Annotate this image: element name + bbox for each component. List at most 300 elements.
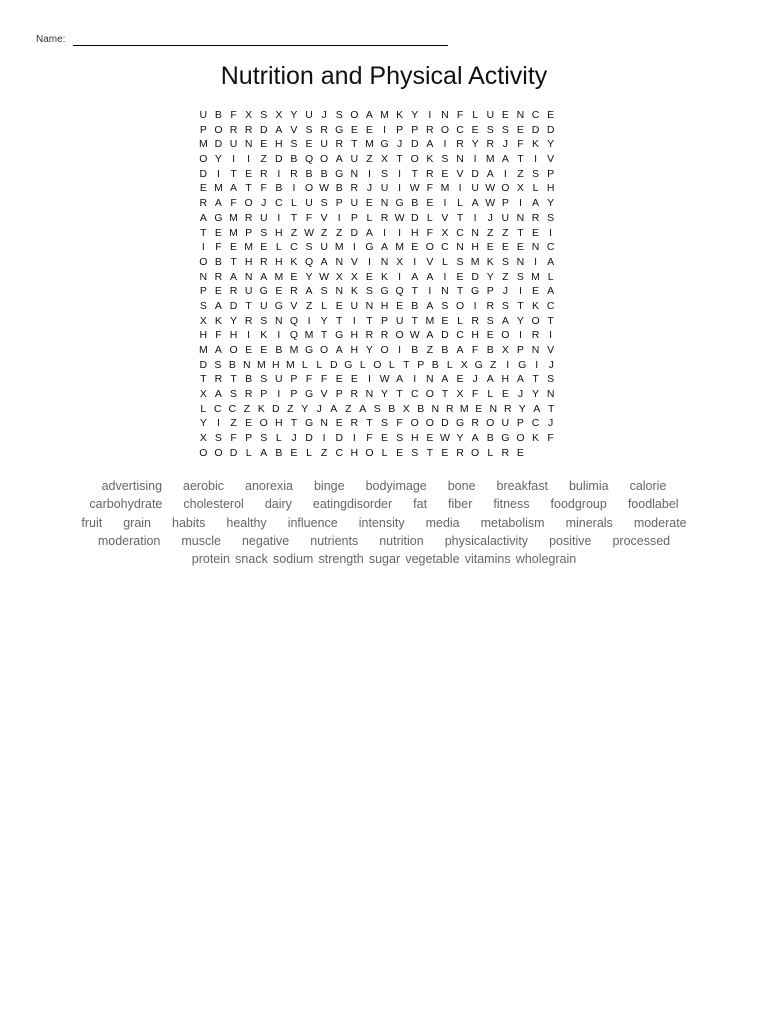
grid-letter[interactable]: Q — [304, 153, 314, 166]
grid-letter[interactable]: A — [426, 329, 434, 342]
grid-letter[interactable]: O — [320, 153, 329, 166]
grid-letter[interactable]: Z — [490, 358, 497, 371]
grid-letter[interactable]: R — [531, 211, 540, 224]
grid-letter[interactable]: M — [485, 153, 495, 166]
grid-letter[interactable]: B — [214, 109, 222, 121]
grid-letter[interactable]: T — [517, 226, 524, 239]
grid-letter[interactable]: N — [531, 241, 540, 254]
grid-letter[interactable]: S — [547, 211, 555, 224]
grid-letter[interactable]: C — [214, 402, 222, 415]
grid-letter[interactable]: W — [379, 373, 390, 386]
grid-letter[interactable]: R — [244, 388, 253, 401]
grid-letter[interactable]: R — [350, 388, 359, 401]
grid-letter[interactable]: Z — [230, 417, 237, 430]
grid-letter[interactable]: E — [441, 167, 449, 180]
grid-letter[interactable]: E — [230, 241, 238, 254]
grid-letter[interactable]: D — [350, 226, 359, 239]
grid-letter[interactable]: M — [425, 314, 435, 327]
grid-letter[interactable]: V — [441, 211, 449, 224]
grid-letter[interactable]: S — [260, 226, 268, 239]
grid-letter[interactable]: Z — [366, 153, 373, 166]
grid-letter[interactable]: G — [304, 417, 314, 430]
grid-letter[interactable]: Z — [487, 226, 494, 239]
grid-letter[interactable]: B — [486, 344, 494, 356]
grid-letter[interactable]: R — [456, 138, 464, 151]
grid-letter[interactable]: I — [277, 329, 281, 342]
grid-letter[interactable]: E — [486, 329, 494, 342]
grid-letter[interactable]: J — [397, 138, 403, 151]
grid-letter[interactable]: H — [275, 417, 283, 430]
grid-letter[interactable]: A — [365, 109, 373, 121]
grid-letter[interactable]: I — [506, 358, 510, 371]
grid-letter[interactable]: D — [214, 138, 223, 151]
grid-letter[interactable]: A — [532, 197, 540, 210]
grid-letter[interactable]: I — [473, 211, 477, 224]
grid-letter[interactable]: I — [292, 182, 296, 195]
grid-letter[interactable]: E — [516, 241, 524, 254]
grid-letter[interactable]: R — [365, 329, 374, 342]
grid-letter[interactable]: S — [214, 432, 222, 445]
grid-letter[interactable]: N — [516, 211, 525, 224]
grid-letter[interactable]: N — [516, 109, 525, 121]
grid-letter[interactable]: R — [380, 211, 389, 224]
grid-letter[interactable]: E — [411, 241, 419, 254]
grid-letter[interactable]: J — [502, 138, 508, 151]
grid-letter[interactable]: A — [456, 344, 464, 356]
grid-letter[interactable]: R — [229, 285, 238, 298]
grid-letter[interactable]: K — [426, 153, 434, 166]
grid-letter[interactable]: G — [395, 197, 404, 210]
grid-letter[interactable]: S — [501, 123, 509, 136]
grid-letter[interactable]: E — [475, 402, 483, 415]
grid-letter[interactable]: U — [501, 417, 510, 430]
grid-letter[interactable]: L — [457, 314, 463, 327]
grid-letter[interactable]: L — [245, 446, 252, 459]
grid-letter[interactable]: N — [380, 197, 389, 210]
grid-letter[interactable]: D — [441, 417, 449, 430]
grid-letter[interactable]: A — [501, 314, 509, 327]
grid-letter[interactable]: P — [290, 388, 298, 401]
grid-letter[interactable]: A — [335, 153, 343, 166]
grid-letter[interactable]: I — [352, 314, 356, 327]
grid-letter[interactable]: I — [535, 358, 539, 371]
grid-letter[interactable]: A — [426, 270, 434, 283]
grid-letter[interactable]: U — [229, 138, 238, 151]
grid-letter[interactable]: R — [290, 167, 298, 180]
grid-letter[interactable]: F — [215, 329, 222, 342]
grid-letter[interactable]: J — [502, 285, 508, 298]
grid-letter[interactable]: Y — [518, 402, 526, 415]
grid-letter[interactable]: A — [441, 373, 449, 386]
grid-letter[interactable]: Q — [289, 314, 299, 327]
grid-letter[interactable]: G — [304, 388, 314, 401]
grid-letter[interactable]: Q — [395, 285, 404, 298]
grid-letter[interactable]: N — [426, 373, 434, 386]
grid-letter[interactable]: T — [290, 211, 298, 224]
grid-letter[interactable]: I — [216, 167, 220, 180]
grid-letter[interactable]: I — [473, 299, 477, 312]
grid-letter[interactable]: F — [366, 432, 373, 445]
grid-letter[interactable]: S — [501, 299, 509, 312]
grid-letter[interactable]: D — [330, 358, 338, 371]
grid-letter[interactable]: K — [260, 329, 268, 342]
grid-letter[interactable]: A — [471, 432, 479, 445]
grid-letter[interactable]: U — [305, 109, 313, 121]
grid-letter[interactable]: S — [411, 446, 419, 459]
grid-letter[interactable]: W — [439, 432, 450, 445]
grid-letter[interactable]: R — [380, 329, 389, 342]
grid-letter[interactable]: N — [335, 255, 344, 268]
grid-letter[interactable]: K — [350, 285, 358, 298]
grid-letter[interactable]: G — [214, 211, 223, 224]
grid-letter[interactable]: T — [441, 388, 449, 401]
grid-letter[interactable]: N — [350, 167, 359, 180]
grid-letter[interactable]: R — [350, 182, 359, 195]
grid-letter[interactable]: N — [199, 270, 208, 283]
grid-letter[interactable]: P — [547, 167, 555, 180]
grid-letter[interactable]: I — [322, 432, 326, 445]
grid-letter[interactable]: E — [456, 373, 464, 386]
grid-letter[interactable]: R — [471, 314, 479, 327]
grid-letter[interactable]: M — [198, 344, 208, 356]
grid-letter[interactable]: N — [365, 299, 374, 312]
grid-letter[interactable]: R — [199, 197, 208, 210]
grid-letter[interactable]: F — [305, 373, 313, 386]
grid-letter[interactable]: C — [546, 299, 555, 312]
grid-letter[interactable]: H — [199, 329, 208, 342]
grid-letter[interactable]: V — [290, 299, 298, 312]
grid-letter[interactable]: O — [471, 446, 480, 459]
grid-letter[interactable]: C — [456, 123, 464, 136]
grid-letter[interactable]: T — [456, 211, 464, 224]
grid-letter[interactable]: W — [319, 182, 330, 195]
grid-letter[interactable]: H — [275, 226, 283, 239]
grid-letter[interactable]: U — [320, 241, 328, 254]
grid-letter[interactable]: F — [230, 109, 237, 121]
grid-letter[interactable]: I — [201, 241, 205, 254]
grid-letter[interactable]: G — [335, 123, 344, 136]
grid-letter[interactable]: T — [290, 417, 298, 430]
grid-letter[interactable]: O — [365, 446, 374, 459]
grid-letter[interactable]: L — [487, 388, 494, 401]
grid-letter[interactable]: X — [516, 182, 524, 195]
grid-letter[interactable]: K — [381, 270, 389, 283]
grid-letter[interactable]: M — [229, 211, 238, 224]
grid-letter[interactable]: T — [517, 153, 524, 166]
grid-letter[interactable]: J — [321, 109, 327, 121]
grid-letter[interactable]: I — [367, 373, 371, 386]
grid-letter[interactable]: C — [275, 197, 283, 210]
grid-letter[interactable]: E — [441, 314, 449, 327]
grid-letter[interactable]: S — [516, 270, 524, 283]
grid-letter[interactable]: T — [548, 402, 555, 415]
grid-letter[interactable]: Y — [305, 270, 313, 283]
grid-letter[interactable]: H — [272, 358, 280, 371]
grid-letter[interactable]: I — [518, 329, 522, 342]
grid-letter[interactable]: I — [413, 255, 417, 268]
grid-letter[interactable]: V — [290, 123, 298, 136]
grid-letter[interactable]: B — [431, 358, 439, 371]
grid-letter[interactable]: I — [277, 388, 281, 401]
grid-letter[interactable]: O — [501, 182, 510, 195]
grid-letter[interactable]: A — [199, 211, 207, 224]
grid-letter[interactable]: U — [320, 138, 328, 151]
grid-letter[interactable]: E — [275, 285, 283, 298]
grid-letter[interactable]: B — [275, 344, 283, 356]
grid-letter[interactable]: B — [290, 153, 298, 166]
grid-letter[interactable]: O — [229, 344, 238, 356]
grid-letter[interactable]: N — [516, 255, 525, 268]
grid-letter[interactable]: M — [214, 182, 223, 195]
grid-letter[interactable]: L — [301, 358, 308, 371]
grid-letter[interactable]: X — [501, 344, 509, 356]
grid-letter[interactable]: C — [456, 329, 464, 342]
grid-letter[interactable]: V — [547, 153, 555, 166]
grid-letter[interactable]: M — [365, 138, 374, 151]
grid-letter[interactable]: E — [260, 241, 268, 254]
grid-letter[interactable]: J — [517, 388, 524, 401]
grid-letter[interactable]: E — [214, 285, 222, 298]
grid-letter[interactable]: E — [501, 109, 509, 121]
grid-letter[interactable]: F — [260, 182, 267, 195]
grid-letter[interactable]: E — [532, 226, 540, 239]
grid-letter[interactable]: K — [214, 314, 222, 327]
grid-letter[interactable]: S — [373, 402, 381, 415]
grid-letter[interactable]: N — [335, 285, 344, 298]
grid-letter[interactable]: O — [380, 344, 389, 356]
grid-letter[interactable]: I — [277, 167, 281, 180]
grid-letter[interactable]: Z — [426, 344, 434, 356]
grid-letter[interactable]: S — [320, 285, 328, 298]
grid-letter[interactable]: I — [367, 255, 371, 268]
grid-letter[interactable]: N — [441, 285, 449, 298]
grid-letter[interactable]: G — [380, 138, 389, 151]
grid-letter[interactable]: T — [200, 226, 207, 239]
grid-letter[interactable]: T — [547, 314, 554, 327]
grid-letter[interactable]: S — [486, 314, 494, 327]
grid-letter[interactable]: C — [531, 109, 540, 121]
grid-letter[interactable]: M — [256, 358, 266, 371]
grid-letter[interactable]: M — [274, 270, 284, 283]
grid-letter[interactable]: T — [396, 153, 403, 166]
grid-letter[interactable]: B — [245, 373, 253, 386]
grid-letter[interactable]: T — [456, 285, 464, 298]
grid-letter[interactable]: B — [441, 344, 449, 356]
grid-letter[interactable]: E — [365, 270, 373, 283]
grid-letter[interactable]: J — [261, 197, 267, 210]
grid-letter[interactable]: E — [471, 123, 479, 136]
grid-letter[interactable]: A — [471, 197, 479, 210]
grid-letter[interactable]: N — [244, 270, 253, 283]
grid-letter[interactable]: Y — [532, 388, 540, 401]
grid-letter[interactable]: R — [456, 446, 464, 459]
grid-letter[interactable]: C — [410, 388, 419, 401]
grid-letter[interactable]: O — [531, 314, 540, 327]
grid-letter[interactable]: R — [244, 211, 253, 224]
grid-letter[interactable]: O — [244, 197, 253, 210]
grid-letter[interactable]: O — [214, 446, 223, 459]
grid-letter[interactable]: U — [275, 373, 283, 386]
grid-letter[interactable]: I — [413, 373, 417, 386]
grid-letter[interactable]: I — [383, 123, 386, 136]
grid-letter[interactable]: H — [229, 329, 238, 342]
grid-letter[interactable]: F — [305, 211, 313, 224]
grid-letter[interactable]: E — [501, 388, 509, 401]
grid-letter[interactable]: Y — [381, 388, 389, 401]
grid-letter[interactable]: Z — [502, 270, 509, 283]
grid-letter[interactable]: F — [547, 432, 554, 445]
grid-letter[interactable]: S — [365, 285, 373, 298]
grid-letter[interactable]: V — [320, 388, 328, 401]
grid-letter[interactable]: I — [534, 255, 537, 268]
grid-letter[interactable]: M — [531, 270, 540, 283]
grid-letter[interactable]: O — [516, 432, 525, 445]
grid-letter[interactable]: W — [409, 182, 420, 195]
grid-letter[interactable]: D — [410, 138, 419, 151]
grid-letter[interactable]: D — [259, 123, 268, 136]
grid-letter[interactable]: N — [531, 344, 540, 356]
grid-letter[interactable]: B — [417, 402, 425, 415]
grid-letter[interactable]: K — [396, 109, 404, 121]
grid-letter[interactable]: D — [305, 432, 313, 445]
grid-letter[interactable]: A — [320, 255, 328, 268]
grid-letter[interactable]: R — [503, 402, 512, 415]
grid-letter[interactable]: I — [398, 270, 402, 283]
grid-letter[interactable]: T — [411, 314, 418, 327]
grid-letter[interactable]: K — [486, 255, 494, 268]
grid-letter[interactable]: I — [352, 432, 356, 445]
grid-letter[interactable]: M — [285, 358, 295, 371]
grid-letter[interactable]: L — [321, 299, 328, 312]
grid-letter[interactable]: S — [396, 432, 404, 445]
grid-letter[interactable]: M — [229, 226, 238, 239]
grid-letter[interactable]: E — [245, 417, 253, 430]
grid-letter[interactable]: A — [516, 373, 524, 386]
grid-letter[interactable]: G — [455, 417, 465, 430]
grid-letter[interactable]: O — [350, 109, 359, 121]
grid-letter[interactable]: O — [425, 388, 434, 401]
grid-letter[interactable]: A — [230, 182, 238, 195]
grid-letter[interactable]: O — [440, 123, 450, 136]
grid-letter[interactable]: M — [395, 241, 405, 254]
grid-letter[interactable]: E — [441, 446, 449, 459]
grid-letter[interactable]: J — [472, 373, 478, 386]
grid-letter[interactable]: L — [275, 241, 282, 254]
grid-letter[interactable]: E — [245, 167, 253, 180]
grid-letter[interactable]: M — [244, 241, 254, 254]
grid-letter[interactable]: E — [290, 270, 298, 283]
grid-letter[interactable]: F — [517, 138, 524, 151]
grid-letter[interactable]: A — [330, 402, 338, 415]
grid-letter[interactable]: Z — [320, 446, 328, 459]
grid-letter[interactable]: L — [316, 358, 323, 371]
grid-letter[interactable]: P — [396, 123, 404, 136]
grid-letter[interactable]: J — [291, 432, 297, 445]
grid-letter[interactable]: L — [381, 446, 388, 459]
grid-letter[interactable]: J — [548, 358, 554, 371]
grid-letter[interactable]: E — [501, 241, 509, 254]
grid-letter[interactable]: T — [245, 182, 252, 195]
grid-letter[interactable]: M — [289, 344, 299, 356]
grid-letter[interactable]: I — [247, 329, 251, 342]
grid-letter[interactable]: F — [426, 226, 434, 239]
grid-letter[interactable]: P — [516, 344, 524, 356]
grid-letter[interactable]: O — [395, 329, 404, 342]
grid-letter[interactable]: Y — [199, 417, 207, 430]
grid-letter[interactable]: E — [547, 109, 555, 121]
grid-letter[interactable]: E — [381, 432, 389, 445]
grid-letter[interactable]: R — [259, 255, 268, 268]
grid-letter[interactable]: H — [410, 432, 419, 445]
grid-letter[interactable]: M — [198, 138, 208, 151]
grid-letter[interactable]: O — [425, 241, 434, 254]
grid-letter[interactable]: Y — [230, 314, 238, 327]
grid-letter[interactable]: I — [398, 344, 402, 356]
grid-letter[interactable]: D — [471, 167, 479, 180]
grid-letter[interactable]: D — [531, 123, 540, 136]
grid-letter[interactable]: V — [456, 167, 464, 180]
grid-letter[interactable]: E — [335, 299, 343, 312]
grid-letter[interactable]: R — [290, 285, 298, 298]
grid-letter[interactable]: C — [546, 241, 555, 254]
grid-letter[interactable]: H — [410, 226, 419, 239]
grid-letter[interactable]: I — [398, 226, 402, 239]
grid-letter[interactable]: X — [199, 432, 207, 445]
grid-letter[interactable]: P — [486, 285, 494, 298]
grid-letter[interactable]: R — [531, 329, 540, 342]
grid-letter[interactable]: H — [471, 241, 479, 254]
grid-letter[interactable]: X — [396, 255, 404, 268]
grid-letter[interactable]: X — [335, 270, 343, 283]
grid-letter[interactable]: A — [214, 299, 222, 312]
grid-letter[interactable]: S — [547, 373, 555, 386]
grid-letter[interactable]: I — [383, 226, 386, 239]
grid-letter[interactable]: O — [501, 329, 510, 342]
grid-letter[interactable]: X — [199, 314, 207, 327]
grid-letter[interactable]: D — [229, 299, 238, 312]
grid-letter[interactable]: E — [396, 299, 404, 312]
grid-letter[interactable]: A — [547, 285, 555, 298]
grid-letter[interactable]: O — [486, 417, 495, 430]
grid-letter[interactable]: S — [260, 373, 268, 386]
grid-letter[interactable]: B — [486, 432, 494, 445]
grid-letter[interactable]: A — [486, 167, 494, 180]
grid-letter[interactable]: M — [470, 255, 480, 268]
grid-letter[interactable]: V — [547, 344, 555, 356]
grid-letter[interactable]: E — [532, 285, 540, 298]
grid-letter[interactable]: T — [426, 446, 434, 459]
grid-letter[interactable]: T — [411, 285, 418, 298]
grid-letter[interactable]: Z — [336, 226, 343, 239]
grid-letter[interactable]: J — [487, 211, 493, 224]
grid-letter[interactable]: U — [471, 182, 479, 195]
grid-letter[interactable]: L — [200, 402, 207, 415]
grid-letter[interactable]: P — [245, 226, 253, 239]
grid-letter[interactable]: E — [516, 123, 524, 136]
grid-letter[interactable]: S — [456, 255, 464, 268]
grid-letter[interactable]: Y — [301, 402, 309, 415]
grid-letter[interactable]: X — [381, 153, 389, 166]
grid-letter[interactable]: I — [503, 167, 507, 180]
grid-letter[interactable]: H — [275, 255, 283, 268]
grid-letter[interactable]: T — [230, 255, 237, 268]
grid-letter[interactable]: A — [359, 402, 367, 415]
grid-letter[interactable]: R — [501, 446, 510, 459]
grid-letter[interactable]: N — [456, 241, 464, 254]
grid-letter[interactable]: D — [272, 402, 280, 415]
grid-letter[interactable]: K — [532, 299, 540, 312]
grid-letter[interactable]: B — [275, 182, 283, 195]
